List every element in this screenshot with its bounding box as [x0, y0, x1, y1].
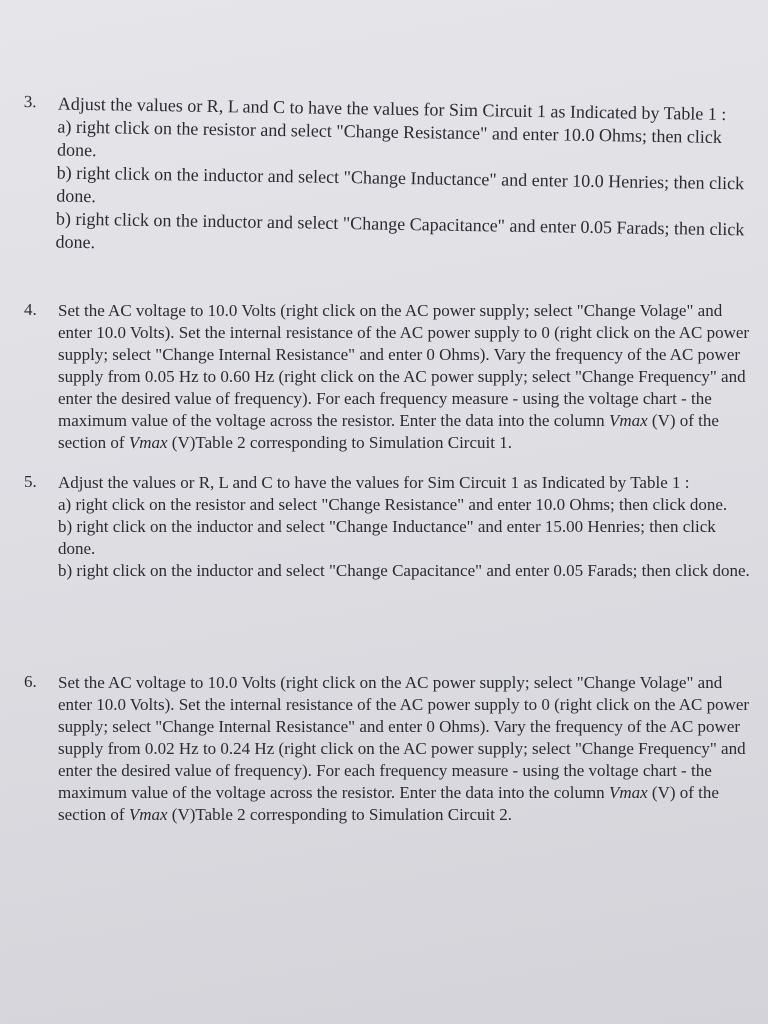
step-text-part: Set the AC voltage to 10.0 Volts (right click on the AC power supply; select "Change Volage" and enter 10.0 Volts). Set the internal resistance of the AC power supply to 0 (right click on the AC power supply; select "Change Internal Resistance" and enter 0 Ohms). Vary the frequency of the AC power supply from 0.02 Hz to 0.24 Hz (right click on the AC power supply; select "Change Frequency" and enter the desired value of frequency). For each frequency measure - using the voltage chart - the maximum value of the voltage across the resistor. Enter the data into the column — [58, 673, 750, 802]
step-body — [58, 672, 754, 826]
step-text: Adjust the values or R, L and C to have the values for Sim Circuit 1 as Indicated by Table 1 : — [57, 93, 727, 125]
step-body — [58, 472, 754, 582]
step-number: 4. — [24, 300, 37, 319]
step-number: 5. — [24, 472, 37, 491]
vmax-variable: Vmax — [128, 805, 168, 824]
step-text-part: (V)Table 2 corresponding to Simulation Circuit 1. — [167, 433, 512, 452]
step-text-part: (V)Table 2 corresponding to Simulation Circuit 2. — [167, 805, 512, 824]
step-number: 6. — [24, 672, 37, 691]
step-text-part: Set the AC voltage to 10.0 Volts (right click on the AC power supply; select "Change Volage" and enter 10.0 Volts). Set the internal resistance of the AC power supply to 0 (right click on the AC power supply; select "Change Internal Resistance" and enter 0 Ohms). Vary the frequency of the AC power supply from 0.05 Hz to 0.60 Hz (right click on the AC power supply; select "Change Frequency" and enter the desired value of frequency). For each frequency measure - using the voltage chart - the maximum value of the voltage across the resistor. Enter the data into the column — [58, 301, 750, 430]
substep-b: b) right click on the inductor and select "Change Inductance" and enter 15.00 Henries; then click done. — [58, 517, 716, 558]
step-text-part: (V) of the section of — [58, 411, 719, 452]
step-text — [58, 300, 754, 454]
vmax-variable: Vmax — [128, 433, 168, 452]
step-body — [58, 300, 754, 454]
step-body — [55, 93, 753, 265]
step-number: 3. — [23, 92, 37, 112]
substep-c: b) right click on the inductor and select "Change Capacitance" and enter 0.05 Farads; then click done. — [58, 561, 750, 580]
step-text-part: (V) of the section of — [58, 783, 719, 824]
step-text: Adjust the values or R, L and C to have the values for Sim Circuit 1 as Indicated by Table 1 : — [58, 473, 690, 492]
substep-a: a) right click on the resistor and select "Change Resistance" and enter 10.0 Ohms; then click done. — [58, 495, 728, 514]
substep-c: b) right click on the inductor and select "Change Capacitance" and enter 0.05 Farads; then click done. — [55, 208, 745, 253]
substep-a: a) right click on the resistor and select "Change Resistance" and enter 10.0 Ohms; then click done. — [56, 116, 723, 161]
substep-b: b) right click on the inductor and select "Change Inductance" and enter 10.0 Henries; then click done. — [56, 162, 745, 207]
vmax-variable: Vmax — [608, 783, 648, 802]
step-text — [58, 672, 754, 826]
step-3 — [23, 92, 754, 253]
vmax-variable: Vmax — [608, 411, 648, 430]
